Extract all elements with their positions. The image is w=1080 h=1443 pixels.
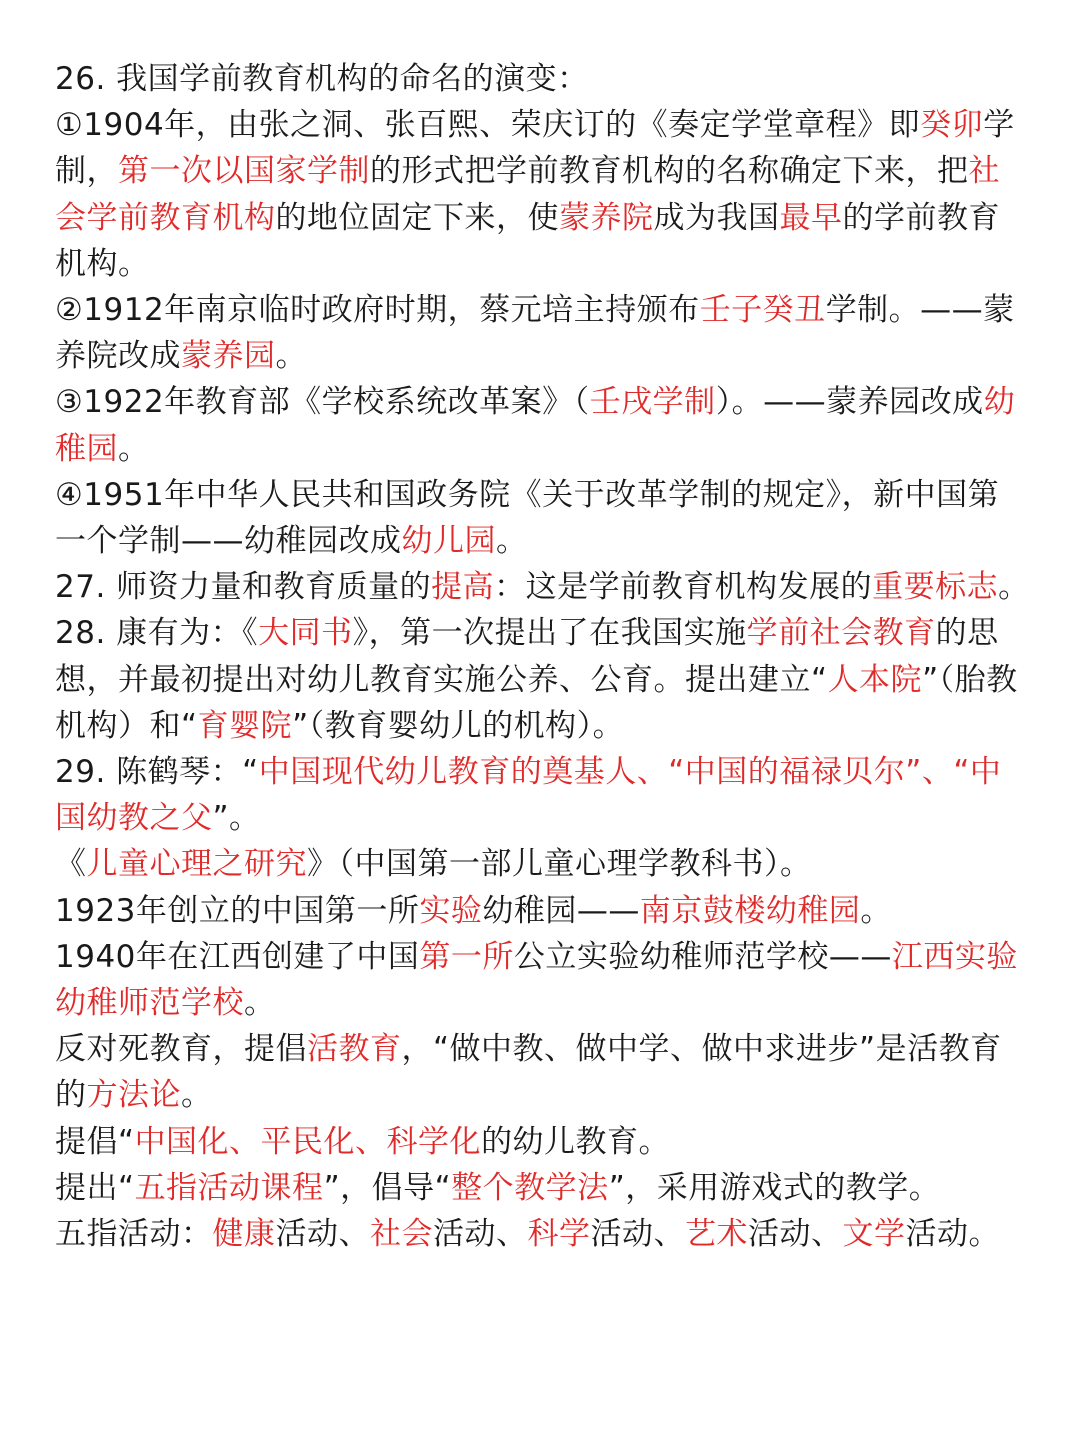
text-segment: 的学前教育机构。 (55, 199, 1000, 282)
highlighted-term: 学前社会教育 (746, 615, 936, 652)
item-29-advocacy (55, 1119, 1030, 1165)
text-segment: 学制， (55, 107, 1015, 190)
notes-document (55, 56, 1030, 1257)
item-29-kindergarten (55, 888, 1030, 934)
highlighted-term: 南京鼓楼幼稚园 (639, 892, 861, 929)
text-segment: 的地位固定下来，使 (275, 199, 559, 236)
highlighted-term: 江西实验幼稚师范学校 (55, 938, 1018, 1022)
item-26-point-2 (55, 287, 1030, 379)
text-segment: 。 (860, 892, 892, 929)
highlighted-term: 儿童心理之研究 (86, 846, 307, 883)
text-segment: 。 (118, 430, 150, 467)
text-segment: 1923年创立的中国第一所 (55, 892, 420, 929)
text-segment: 活动、 (590, 1216, 685, 1253)
text-segment: ①1904年，由张之洞、张百熙、荣庆订的《奏定学堂章程》即 (55, 107, 921, 144)
highlighted-term: 活教育 (307, 1031, 402, 1068)
text-segment: 五指活动： (55, 1216, 213, 1253)
item-29-normal-school (55, 934, 1030, 1026)
text-segment: 29. 陈鹤琴：“ (55, 754, 259, 791)
highlighted-term: 实验 (419, 892, 483, 929)
highlighted-term: 壬戌学制 (589, 384, 716, 421)
text-segment: ②1912年南京临时政府时期，蔡元培主持颁布 (55, 292, 700, 329)
text-segment: 学制。——蒙养院改成 (55, 292, 1015, 375)
highlighted-term: 蒙养院 (559, 199, 654, 236)
item-29 (55, 749, 1030, 841)
text-segment: 28. 康有为：《 (55, 615, 259, 652)
text-segment: 》（中国第一部儿童心理学教科书）。 (307, 846, 812, 883)
highlighted-term: 育婴院 (197, 707, 293, 744)
highlighted-term: 文学 (842, 1216, 906, 1253)
text-segment: ：这是学前教育机构发展的 (494, 569, 873, 606)
item-29-book (55, 841, 1030, 887)
item-29-five-activities (55, 1211, 1030, 1257)
highlighted-term: 中国化、平民化、科学化 (134, 1123, 482, 1160)
text-segment: 活动。 (905, 1216, 1000, 1253)
highlighted-term: 方法论 (86, 1077, 181, 1114)
text-segment: 》，第一次提出了在我国实施 (352, 615, 747, 652)
text-segment: ③1922年教育部《学校系统改革案》（ (55, 384, 590, 421)
item-26-heading (55, 56, 1030, 102)
text-segment: 。 (275, 338, 307, 375)
text-segment: 26. 我国学前教育机构的命名的演变： (55, 61, 589, 97)
highlighted-term: 癸卯 (920, 107, 984, 144)
highlighted-term: 人本院 (827, 661, 923, 698)
item-28 (55, 610, 1030, 749)
item-29-curriculum (55, 1165, 1030, 1211)
highlighted-term: 第一次以国家学制 (118, 153, 370, 190)
highlighted-term: 幼儿园 (401, 523, 496, 560)
text-segment: 成为我国 (653, 199, 780, 236)
text-segment: ④1951年中华人民共和国政务院《关于改革学制的规定》，新中国第一个学制——幼稚园改成 (55, 476, 1000, 560)
text-segment: 反对死教育，提倡 (55, 1031, 307, 1068)
text-segment: 的思想，并最初提出对幼儿教育实施公养、公育。提出建立“ (55, 615, 999, 698)
text-segment: 活动、 (275, 1216, 370, 1253)
text-segment: 的幼儿教育。 (481, 1123, 671, 1160)
item-26-point-3 (55, 379, 1030, 471)
highlighted-term: 提高 (431, 569, 495, 606)
item-27 (55, 564, 1030, 610)
text-segment: 27. 师资力量和教育质量的 (55, 569, 432, 606)
highlighted-term: 整个教学法 (451, 1169, 609, 1206)
highlighted-term: 重要标志 (872, 569, 999, 606)
text-segment: 提出“ (55, 1169, 135, 1206)
highlighted-term: 壬子癸丑 (699, 292, 826, 329)
item-29-live-education (55, 1026, 1030, 1118)
text-segment: 公立实验幼稚师范学校—— (513, 938, 892, 975)
highlighted-term: 社会学前教育机构 (55, 153, 1000, 236)
highlighted-term: 蒙养园 (181, 338, 276, 375)
text-segment: ”（胎教机构）和“ (55, 661, 1018, 744)
text-segment: 提倡“ (55, 1123, 135, 1160)
text-segment: ”，倡导“ (323, 1169, 452, 1206)
item-26-point-1 (55, 102, 1030, 287)
highlighted-term: 最早 (779, 199, 843, 236)
highlighted-term: 大同书 (258, 615, 353, 652)
text-segment: 幼稚园—— (482, 892, 640, 929)
highlighted-term: 幼稚园 (55, 384, 1016, 467)
text-segment: 1940年在江西创建了中国 (55, 938, 420, 975)
text-segment: 。 (181, 1077, 213, 1114)
highlighted-term: 科学 (527, 1216, 591, 1253)
text-segment: 。 (244, 985, 276, 1022)
text-segment: 活动、 (748, 1216, 843, 1253)
highlighted-term: 中国现代幼儿教育的奠基人、“中国的福禄贝尔”、“中国幼教之父 (55, 754, 1002, 837)
item-26-point-4 (55, 472, 1030, 564)
text-segment: ”。 (212, 800, 261, 837)
text-segment: ）。——蒙养园改成 (715, 384, 984, 421)
highlighted-term: 五指活动课程 (134, 1169, 324, 1206)
highlighted-term: 健康 (212, 1216, 276, 1253)
text-segment: 。 (998, 569, 1030, 606)
text-segment: 活动、 (433, 1216, 528, 1253)
text-segment: ”，采用游戏式的教学。 (608, 1169, 941, 1206)
text-segment: 。 (496, 523, 528, 560)
text-segment: 的形式把学前教育机构的名称确定下来，把 (370, 153, 969, 190)
highlighted-term: 社会 (370, 1216, 433, 1253)
text-segment: ，“做中教、做中学、做中求进步”是活教育的 (55, 1031, 1002, 1114)
text-segment: ”（教育婴幼儿的机构）。 (292, 707, 625, 744)
text-segment: 《 (55, 846, 87, 883)
highlighted-term: 艺术 (685, 1216, 748, 1253)
highlighted-term: 第一所 (419, 938, 514, 975)
